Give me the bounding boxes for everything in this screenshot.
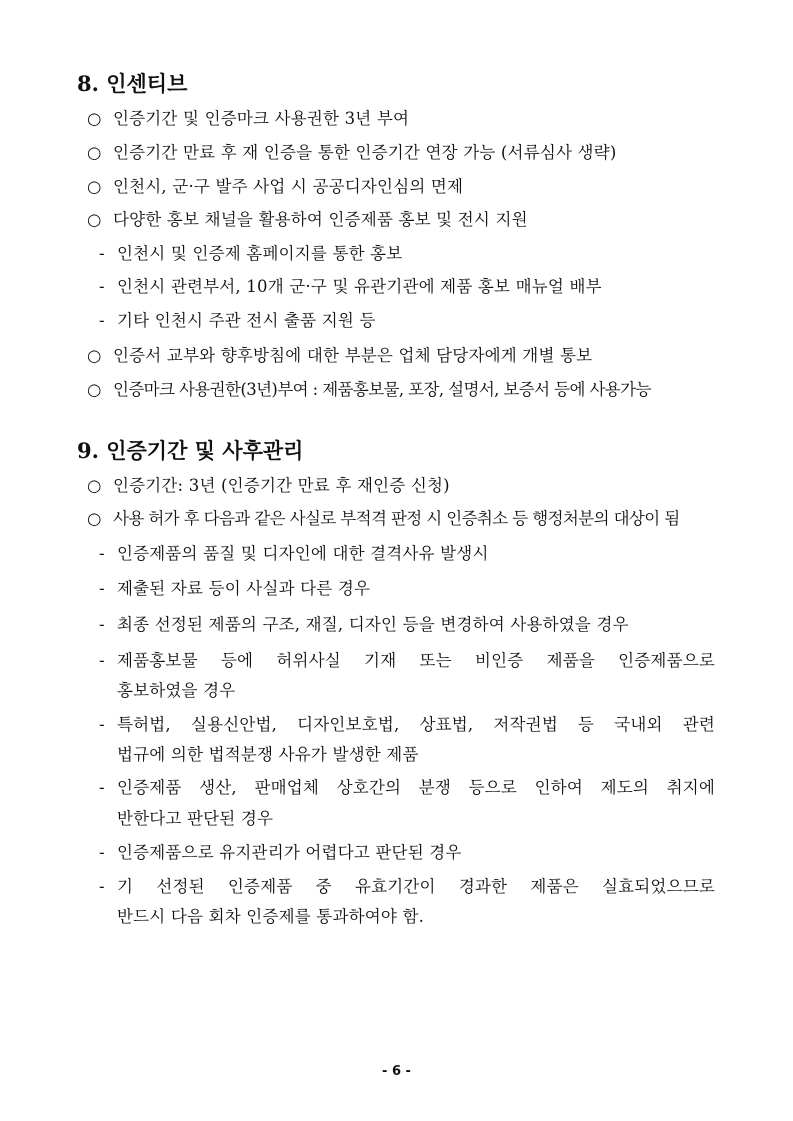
section-8-title: 8. 인센티브 — [77, 71, 188, 96]
sub-list-item: - 기타 인천시 주관 전시 출품 지원 등 — [99, 311, 376, 330]
sub-list-item-continuation: 법규에 의한 법적분쟁 사유가 발생한 제품 — [117, 745, 419, 764]
sub-list-item-continuation: 홍보하였을 경우 — [117, 681, 236, 700]
bullet-circle-icon: ○ — [87, 109, 102, 128]
sub-list-item: - 기 선정된 인증제품 중 유효기간이 경과한 제품은 실효되었으므로 — [99, 877, 715, 896]
sub-list-item: - 인증제품 생산, 판매업체 상호간의 분쟁 등으로 인하여 제도의 취지에 — [99, 778, 715, 797]
sub-list-item: - 인증제품으로 유지관리가 어렵다고 판단된 경우 — [99, 843, 462, 862]
sub-list-item-continuation: 반드시 다음 회차 인증제를 통과하여야 함. — [117, 907, 425, 926]
sub-list-item: - 인천시 관련부서, 10개 군·구 및 유관기관에 제품 홍보 매뉴얼 배부 — [99, 277, 602, 296]
bullet-circle-icon: ○ — [87, 210, 102, 229]
list-item: ○ 다양한 홍보 채널을 활용하여 인증제품 홍보 및 전시 지원 — [87, 210, 528, 229]
section-9-title: 9. 인증기간 및 사후관리 — [77, 438, 304, 463]
sub-list-item: - 최종 선정된 제품의 구조, 재질, 디자인 등을 변경하여 사용하였을 경우 — [99, 615, 629, 634]
list-item: ○ 인증기간 및 인증마크 사용권한 3년 부여 — [87, 109, 410, 128]
bullet-circle-icon: ○ — [87, 143, 102, 162]
sub-list-item-continuation: 반한다고 판단된 경우 — [117, 809, 274, 828]
list-item: ○ 인증마크 사용권한(3년)부여 : 제품홍보물, 포장, 설명서, 보증서 등에 사용가능 — [87, 380, 651, 399]
page-number: - 6 - — [382, 1064, 411, 1079]
list-item: ○ 인증서 교부와 향후방침에 대한 부분은 업체 담당자에게 개별 통보 — [87, 346, 593, 365]
bullet-circle-icon: ○ — [87, 476, 102, 495]
sub-list-item: - 제품홍보물 등에 허위사실 기재 또는 비인증 제품을 인증제품으로 — [99, 651, 715, 670]
list-item: ○ 인천시, 군·구 발주 사업 시 공공디자인심의 면제 — [87, 177, 464, 196]
bullet-circle-icon: ○ — [87, 346, 102, 365]
bullet-circle-icon: ○ — [87, 509, 101, 528]
list-item: ○ 인증기간: 3년 (인증기간 만료 후 재인증 신청) — [87, 476, 450, 495]
sub-list-item: - 특허법, 실용신안법, 디자인보호법, 상표법, 저작권법 등 국내외 관련 — [99, 715, 715, 734]
bullet-circle-icon: ○ — [87, 380, 101, 399]
list-item: ○ 사용 허가 후 다음과 같은 사실로 부적격 판정 시 인증취소 등 행정처분의 대상이 됨 — [87, 509, 680, 528]
sub-list-item: - 인천시 및 인증제 홈페이지를 통한 홍보 — [99, 244, 403, 263]
sub-list-item: - 인증제품의 품질 및 디자인에 대한 결격사유 발생시 — [99, 544, 489, 563]
sub-list-item: - 제출된 자료 등이 사실과 다른 경우 — [99, 579, 371, 598]
bullet-circle-icon: ○ — [87, 177, 102, 196]
list-item: ○ 인증기간 만료 후 재 인증을 통한 인증기간 연장 가능 (서류심사 생략) — [87, 143, 617, 162]
